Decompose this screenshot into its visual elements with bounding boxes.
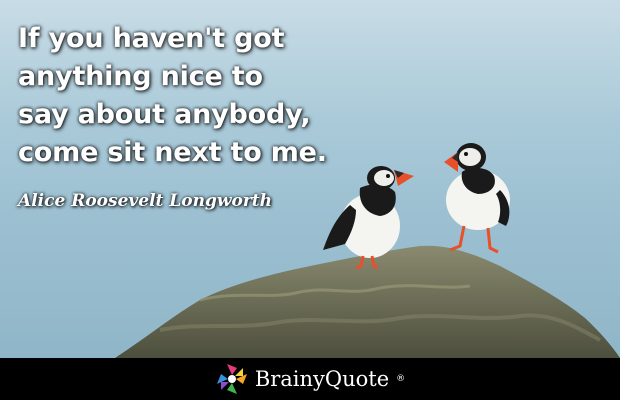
rock — [115, 246, 620, 358]
quote-line: come sit next to me. — [18, 137, 327, 168]
quote-line: anything nice to — [18, 61, 263, 92]
brand-logo-link[interactable] — [215, 362, 405, 396]
puffin-right — [444, 143, 510, 252]
footer-bar — [0, 358, 620, 400]
quote-text — [18, 20, 348, 172]
registered-mark: ® — [396, 374, 406, 384]
quote-line: If you haven't got — [18, 23, 285, 54]
quote-author: Alice Roosevelt Longworth — [18, 191, 272, 211]
brand-name: BrainyQuote — [254, 367, 390, 391]
pinwheel-icon — [215, 362, 249, 396]
quote-line: say about anybody, — [18, 99, 311, 130]
